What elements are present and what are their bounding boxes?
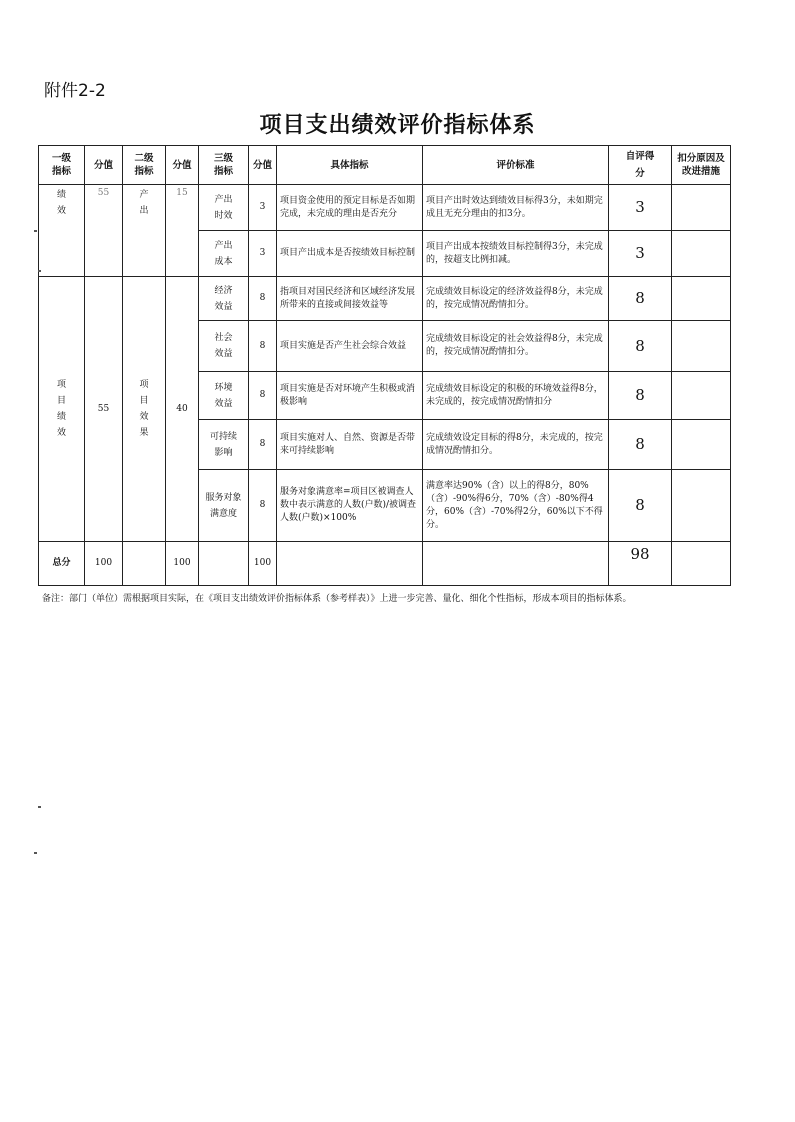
total-score2: 100 — [166, 542, 199, 586]
total-row — [39, 542, 731, 586]
indicator-cell: 项目资金使用的预定目标是否如期完成，未完成的理由是否充分 — [277, 185, 423, 231]
score3-cell: 8 — [249, 321, 277, 372]
self-score-cell: 3 — [609, 231, 672, 277]
indicator-table — [38, 145, 731, 586]
header-reason: 扣分原因及 改进措施 — [672, 146, 731, 185]
level1-cell: 绩 效 — [39, 185, 85, 277]
score2-cell: 40 — [166, 277, 199, 542]
total-score1: 100 — [85, 542, 123, 586]
reason-cell — [672, 231, 731, 277]
reason-cell — [672, 321, 731, 372]
criteria-cell: 完成绩效目标设定的社会效益得8分，未完成的，按完成情况酌情扣分。 — [423, 321, 609, 372]
score3-cell: 8 — [249, 277, 277, 321]
self-score-cell: 8 — [609, 321, 672, 372]
level3-cell: 环境 效益 — [199, 372, 249, 420]
self-score-cell: 8 — [609, 372, 672, 420]
header-level3: 三级 指标 — [199, 146, 249, 185]
self-score-cell: 8 — [609, 470, 672, 542]
criteria-cell: 完成绩效目标设定的经济效益得8分，未完成的，按完成情况酌情扣分。 — [423, 277, 609, 321]
reason-cell — [672, 185, 731, 231]
reason-cell — [672, 372, 731, 420]
total-label: 总分 — [39, 542, 85, 586]
indicator-cell: 项目实施是否对环境产生积极或消极影响 — [277, 372, 423, 420]
empty-cell — [123, 542, 166, 586]
score1-cell: 55 — [85, 277, 123, 542]
header-criteria: 评价标准 — [423, 146, 609, 185]
score1-cell: 55 — [85, 185, 123, 277]
level3-cell: 经济 效益 — [199, 277, 249, 321]
self-score-cell: 8 — [609, 277, 672, 321]
criteria-cell: 完成绩效设定目标的得8分，未完成的，按完成情况酌情扣分。 — [423, 420, 609, 470]
header-score1: 分值 — [85, 146, 123, 185]
header-self-score: 自评得 分 — [609, 146, 672, 185]
header-score2: 分值 — [166, 146, 199, 185]
header-level2: 二级 指标 — [123, 146, 166, 185]
indicator-cell: 项目实施对人、自然、资源是否带来可持续影响 — [277, 420, 423, 470]
score3-cell: 8 — [249, 470, 277, 542]
level3-cell: 服务对象 满意度 — [199, 470, 249, 542]
indicator-cell: 项目实施是否产生社会综合效益 — [277, 321, 423, 372]
empty-cell — [672, 542, 731, 586]
indicator-cell: 指项目对国民经济和区域经济发展所带来的直接或间接效益等 — [277, 277, 423, 321]
header-level1: 一级 指标 — [39, 146, 85, 185]
empty-cell — [199, 542, 249, 586]
empty-cell — [423, 542, 609, 586]
self-score-cell: 3 — [609, 185, 672, 231]
reason-cell — [672, 420, 731, 470]
reason-cell — [672, 470, 731, 542]
footnote: 备注：部门（单位）需根据项目实际，在《项目支出绩效评价指标体系（参考样表）》上进一步完善、量化、细化个性指标，形成本项目的指标体系。 — [42, 594, 632, 604]
page-title: 项目支出绩效评价指标体系 — [259, 113, 536, 138]
level1-cell: 项 目 绩 效 — [39, 277, 85, 542]
total-self-score: 98 — [609, 542, 672, 586]
table-row — [39, 185, 731, 231]
score3-cell: 3 — [249, 185, 277, 231]
level3-cell: 社会 效益 — [199, 321, 249, 372]
attachment-label: 附件2-2 — [44, 81, 106, 101]
header-score3: 分值 — [249, 146, 277, 185]
scan-mark — [34, 230, 37, 232]
total-score3: 100 — [249, 542, 277, 586]
table-row — [39, 277, 731, 321]
score3-cell: 8 — [249, 420, 277, 470]
header-indicator: 具体指标 — [277, 146, 423, 185]
table-header-row — [39, 146, 731, 185]
level2-cell: 项 目 效 果 — [123, 277, 166, 542]
level3-cell: 可持续 影响 — [199, 420, 249, 470]
self-score-cell: 8 — [609, 420, 672, 470]
level3-cell: 产出 时效 — [199, 185, 249, 231]
scan-mark — [38, 806, 41, 808]
reason-cell — [672, 277, 731, 321]
criteria-cell: 满意率达90%（含）以上的得8分，80%（含）-90%得6分，70%（含）-80%得4分，60%（含）-70%得2分，60%以下不得分。 — [423, 470, 609, 542]
empty-cell — [277, 542, 423, 586]
level2-cell: 产 出 — [123, 185, 166, 277]
criteria-cell: 完成绩效目标设定的积极的环境效益得8分，未完成的，按完成情况酌情扣分 — [423, 372, 609, 420]
level3-cell: 产出 成本 — [199, 231, 249, 277]
scan-mark — [38, 270, 41, 272]
score3-cell: 3 — [249, 231, 277, 277]
indicator-cell: 服务对象满意率=项目区被调查人数中表示满意的人数(户数)/被调查人数(户数)×100% — [277, 470, 423, 542]
criteria-cell: 项目产出时效达到绩效目标得3分，未如期完成且无充分理由的扣3分。 — [423, 185, 609, 231]
score3-cell: 8 — [249, 372, 277, 420]
scan-mark — [34, 852, 37, 854]
indicator-cell: 项目产出成本是否按绩效目标控制 — [277, 231, 423, 277]
criteria-cell: 项目产出成本按绩效目标控制得3分，未完成的，按超支比例扣减。 — [423, 231, 609, 277]
score2-cell: 15 — [166, 185, 199, 277]
